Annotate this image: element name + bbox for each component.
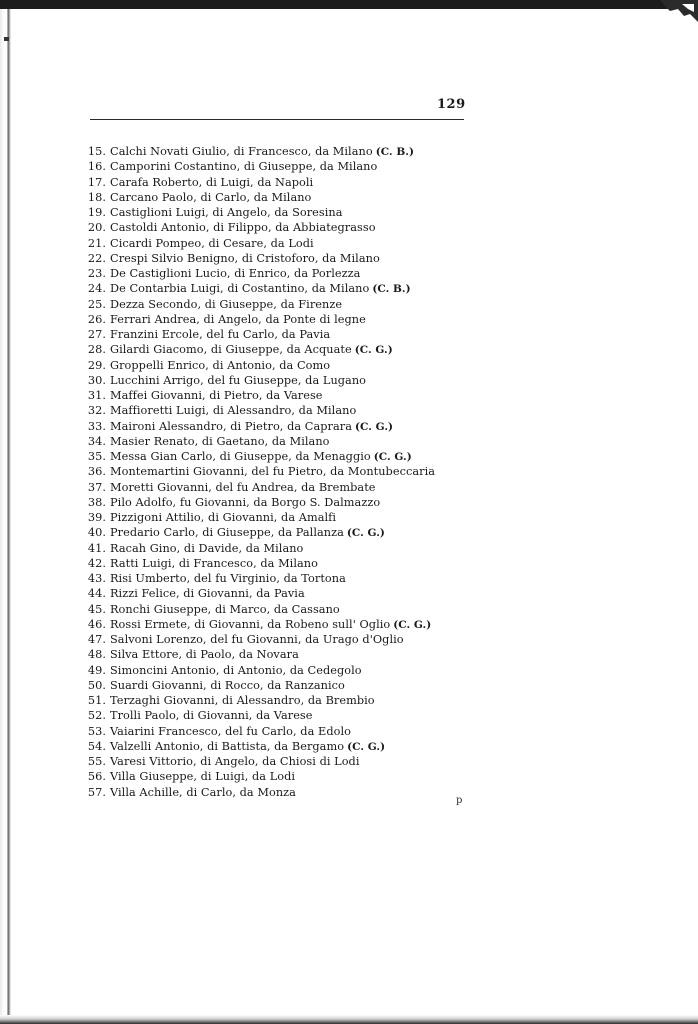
stray-mark: p [456,795,463,806]
list-item [84,190,435,205]
list-item [84,586,435,601]
list-item [84,602,435,617]
list-item [84,373,435,388]
entry-text: Calchi Novati Giulio, di Francesco, da Milano [110,145,373,158]
entry-text: Crespi Silvio Benigno, di Cristoforo, da Milano [110,251,380,265]
entry-text: Groppelli Enrico, di Antonio, da Como [110,358,331,372]
entry-number: 21. [87,236,106,250]
entry-note: (C. G.) [393,618,432,631]
entry-text: Messa Gian Carlo, di Giuseppe, da Menaggio [110,450,371,463]
entry-number: 19. [87,206,106,219]
list-item [84,220,435,235]
entry-text: Carafa Roberto, di Luigi, da Napoli [110,175,314,189]
entry-number: 48. [87,648,106,662]
entry-note: (C. G.) [354,344,393,357]
list-item [84,236,435,251]
entry-number: 49. [87,663,106,677]
entry-text: Villa Achille, di Carlo, da Monza [110,785,296,799]
entry-note: (C. B.) [375,146,414,158]
entry-text: De Castiglioni Lucio, di Enrico, da Porlezza [110,267,361,280]
entry-text: De Contarbia Luigi, di Costantino, da Milano [110,282,370,296]
entry-number: 44. [87,587,106,601]
entry-text: Ratti Luigi, di Francesco, da Milano [110,556,318,570]
entry-text: Dezza Secondo, di Giuseppe, da Firenze [110,297,343,311]
page-number: 129 [437,97,466,112]
entry-number: 23. [87,267,106,280]
entry-note: (C. G.) [347,740,386,753]
list-item [84,281,435,296]
list-item [84,327,435,342]
entry-number: 30. [87,373,106,387]
torn-corner-mark [660,0,698,22]
entry-number: 31. [87,389,106,402]
list-item [84,571,435,586]
list-item [84,647,435,662]
entry-number: 32. [87,404,106,418]
entry-number: 50. [87,678,106,692]
entry-number: 46. [87,617,106,631]
scan-left-border [0,9,12,1024]
entry-text: Lucchini Arrigo, del fu Giuseppe, da Lugano [110,373,367,387]
entry-text: Maironi Alessandro, di Pietro, da Caprara [110,419,353,433]
entry-text: Valzelli Antonio, di Battista, da Bergamo [110,739,345,753]
entry-number: 54. [87,739,106,753]
list-item [84,663,435,678]
entry-number: 36. [87,465,106,479]
entry-number: 42. [87,556,106,570]
name-list [84,144,435,800]
entry-number: 27. [87,328,106,341]
list-item [84,312,435,327]
list-item [84,266,435,281]
entry-text: Montemartini Giovanni, del fu Pietro, da Montubeccaria [110,465,436,479]
entry-text: Cicardi Pompeo, di Cesare, da Lodi [110,236,314,250]
list-item [84,251,435,266]
entry-number: 22. [87,251,106,265]
entry-number: 40. [87,526,106,540]
entry-number: 17. [87,175,106,189]
scan-top-border [0,0,698,9]
list-item [84,769,435,784]
entry-number: 56. [87,770,106,784]
list-item [84,785,435,800]
entry-text: Terzaghi Giovanni, di Alessandro, da Brembio [110,694,375,707]
entry-note: (C. B.) [372,283,411,296]
entry-number: 15. [87,145,106,158]
entry-text: Franzini Ercole, del fu Carlo, da Pavia [110,328,331,341]
list-item [84,693,435,708]
entry-number: 20. [87,221,106,235]
list-item [84,388,435,403]
entry-number: 53. [87,724,106,738]
entry-text: Gilardi Giacomo, di Giuseppe, da Acquate [110,343,352,357]
entry-text: Risi Umberto, del fu Virginio, da Tortona [110,572,346,585]
entry-text: Rizzi Felice, di Giovanni, da Pavia [110,587,305,601]
entry-number: 41. [87,541,106,555]
entry-number: 57. [87,785,106,799]
entry-text: Predario Carlo, di Giuseppe, da Pallanza [110,526,344,540]
entry-text: Ferrari Andrea, di Angelo, da Ponte di legne [110,312,366,326]
entry-text: Rossi Ermete, di Giovanni, da Robeno sull' Oglio [110,617,391,631]
list-item [84,495,435,510]
entry-number: 52. [87,709,106,723]
entry-number: 43. [87,572,106,585]
entry-text: Masier Renato, di Gaetano, da Milano [110,434,330,448]
list-item [84,403,435,418]
list-item [84,175,435,190]
list-item [84,434,435,449]
entry-number: 37. [87,480,106,494]
entry-number: 16. [87,160,106,174]
entry-text: Carcano Paolo, di Carlo, da Milano [110,190,312,204]
list-item [84,556,435,571]
list-item [84,754,435,769]
list-item [84,342,435,357]
entry-number: 35. [87,450,106,463]
entry-text: Maffei Giovanni, di Pietro, da Varese [110,389,323,402]
list-item [84,708,435,723]
entry-number: 24. [87,282,106,296]
entry-text: Camporini Costantino, di Giuseppe, da Milano [110,160,378,174]
entry-text: Ronchi Giuseppe, di Marco, da Cassano [110,602,340,616]
entry-number: 34. [87,434,106,448]
list-item [84,724,435,739]
entry-text: Trolli Paolo, di Giovanni, da Varese [110,709,313,723]
entry-note: (C. G.) [373,451,412,463]
entry-number: 28. [87,343,106,357]
entry-number: 39. [87,511,106,524]
entry-number: 25. [87,297,106,311]
list-item [84,739,435,754]
list-item [84,205,435,220]
entry-text: Racah Gino, di Davide, da Milano [110,541,304,555]
list-item [84,419,435,434]
entry-number: 18. [87,190,106,204]
list-item [84,541,435,556]
list-item [84,144,435,159]
entry-text: Castiglioni Luigi, di Angelo, da Soresina [110,206,343,219]
entry-text: Maffioretti Luigi, di Alessandro, da Milano [110,404,357,418]
entry-text: Suardi Giovanni, di Rocco, da Ranzanico [110,678,345,692]
entry-text: Varesi Vittorio, di Angelo, da Chiosi di Lodi [110,755,360,768]
entry-text: Silva Ettore, di Paolo, da Novara [110,648,299,662]
list-item [84,449,435,464]
entry-note: (C. G.) [346,527,385,540]
entry-text: Simoncini Antonio, di Antonio, da Cedegolo [110,663,362,677]
entry-number: 33. [87,419,106,433]
entry-number: 47. [87,633,106,646]
entry-number: 51. [87,694,106,707]
list-item [84,678,435,693]
entry-text: Pilo Adolfo, fu Giovanni, da Borgo S. Dalmazzo [110,495,381,509]
binding-mark [4,37,9,41]
list-item [84,358,435,373]
entry-text: Salvoni Lorenzo, del fu Giovanni, da Urago d'Oglio [110,633,404,646]
entry-text: Pizzigoni Attilio, di Giovanni, da Amalfi [110,511,337,524]
list-item [84,297,435,312]
entry-number: 26. [87,312,106,326]
entry-text: Moretti Giovanni, del fu Andrea, da Brembate [110,480,376,494]
header-rule [90,119,464,120]
entry-text: Villa Giuseppe, di Luigi, da Lodi [110,770,296,784]
entry-note: (C. G.) [355,420,394,433]
list-item [84,632,435,647]
list-item [84,510,435,525]
list-item [84,464,435,479]
entry-number: 38. [87,495,106,509]
entry-number: 55. [87,755,106,768]
entry-text: Castoldi Antonio, di Filippo, da Abbiategrasso [110,221,376,235]
list-item [84,617,435,632]
list-item [84,480,435,495]
scan-bottom-border [0,1015,698,1024]
list-item [84,525,435,540]
entry-text: Vaiarini Francesco, del fu Carlo, da Edolo [110,724,351,738]
list-item [84,159,435,174]
entry-number: 45. [87,602,106,616]
entry-number: 29. [87,358,106,372]
